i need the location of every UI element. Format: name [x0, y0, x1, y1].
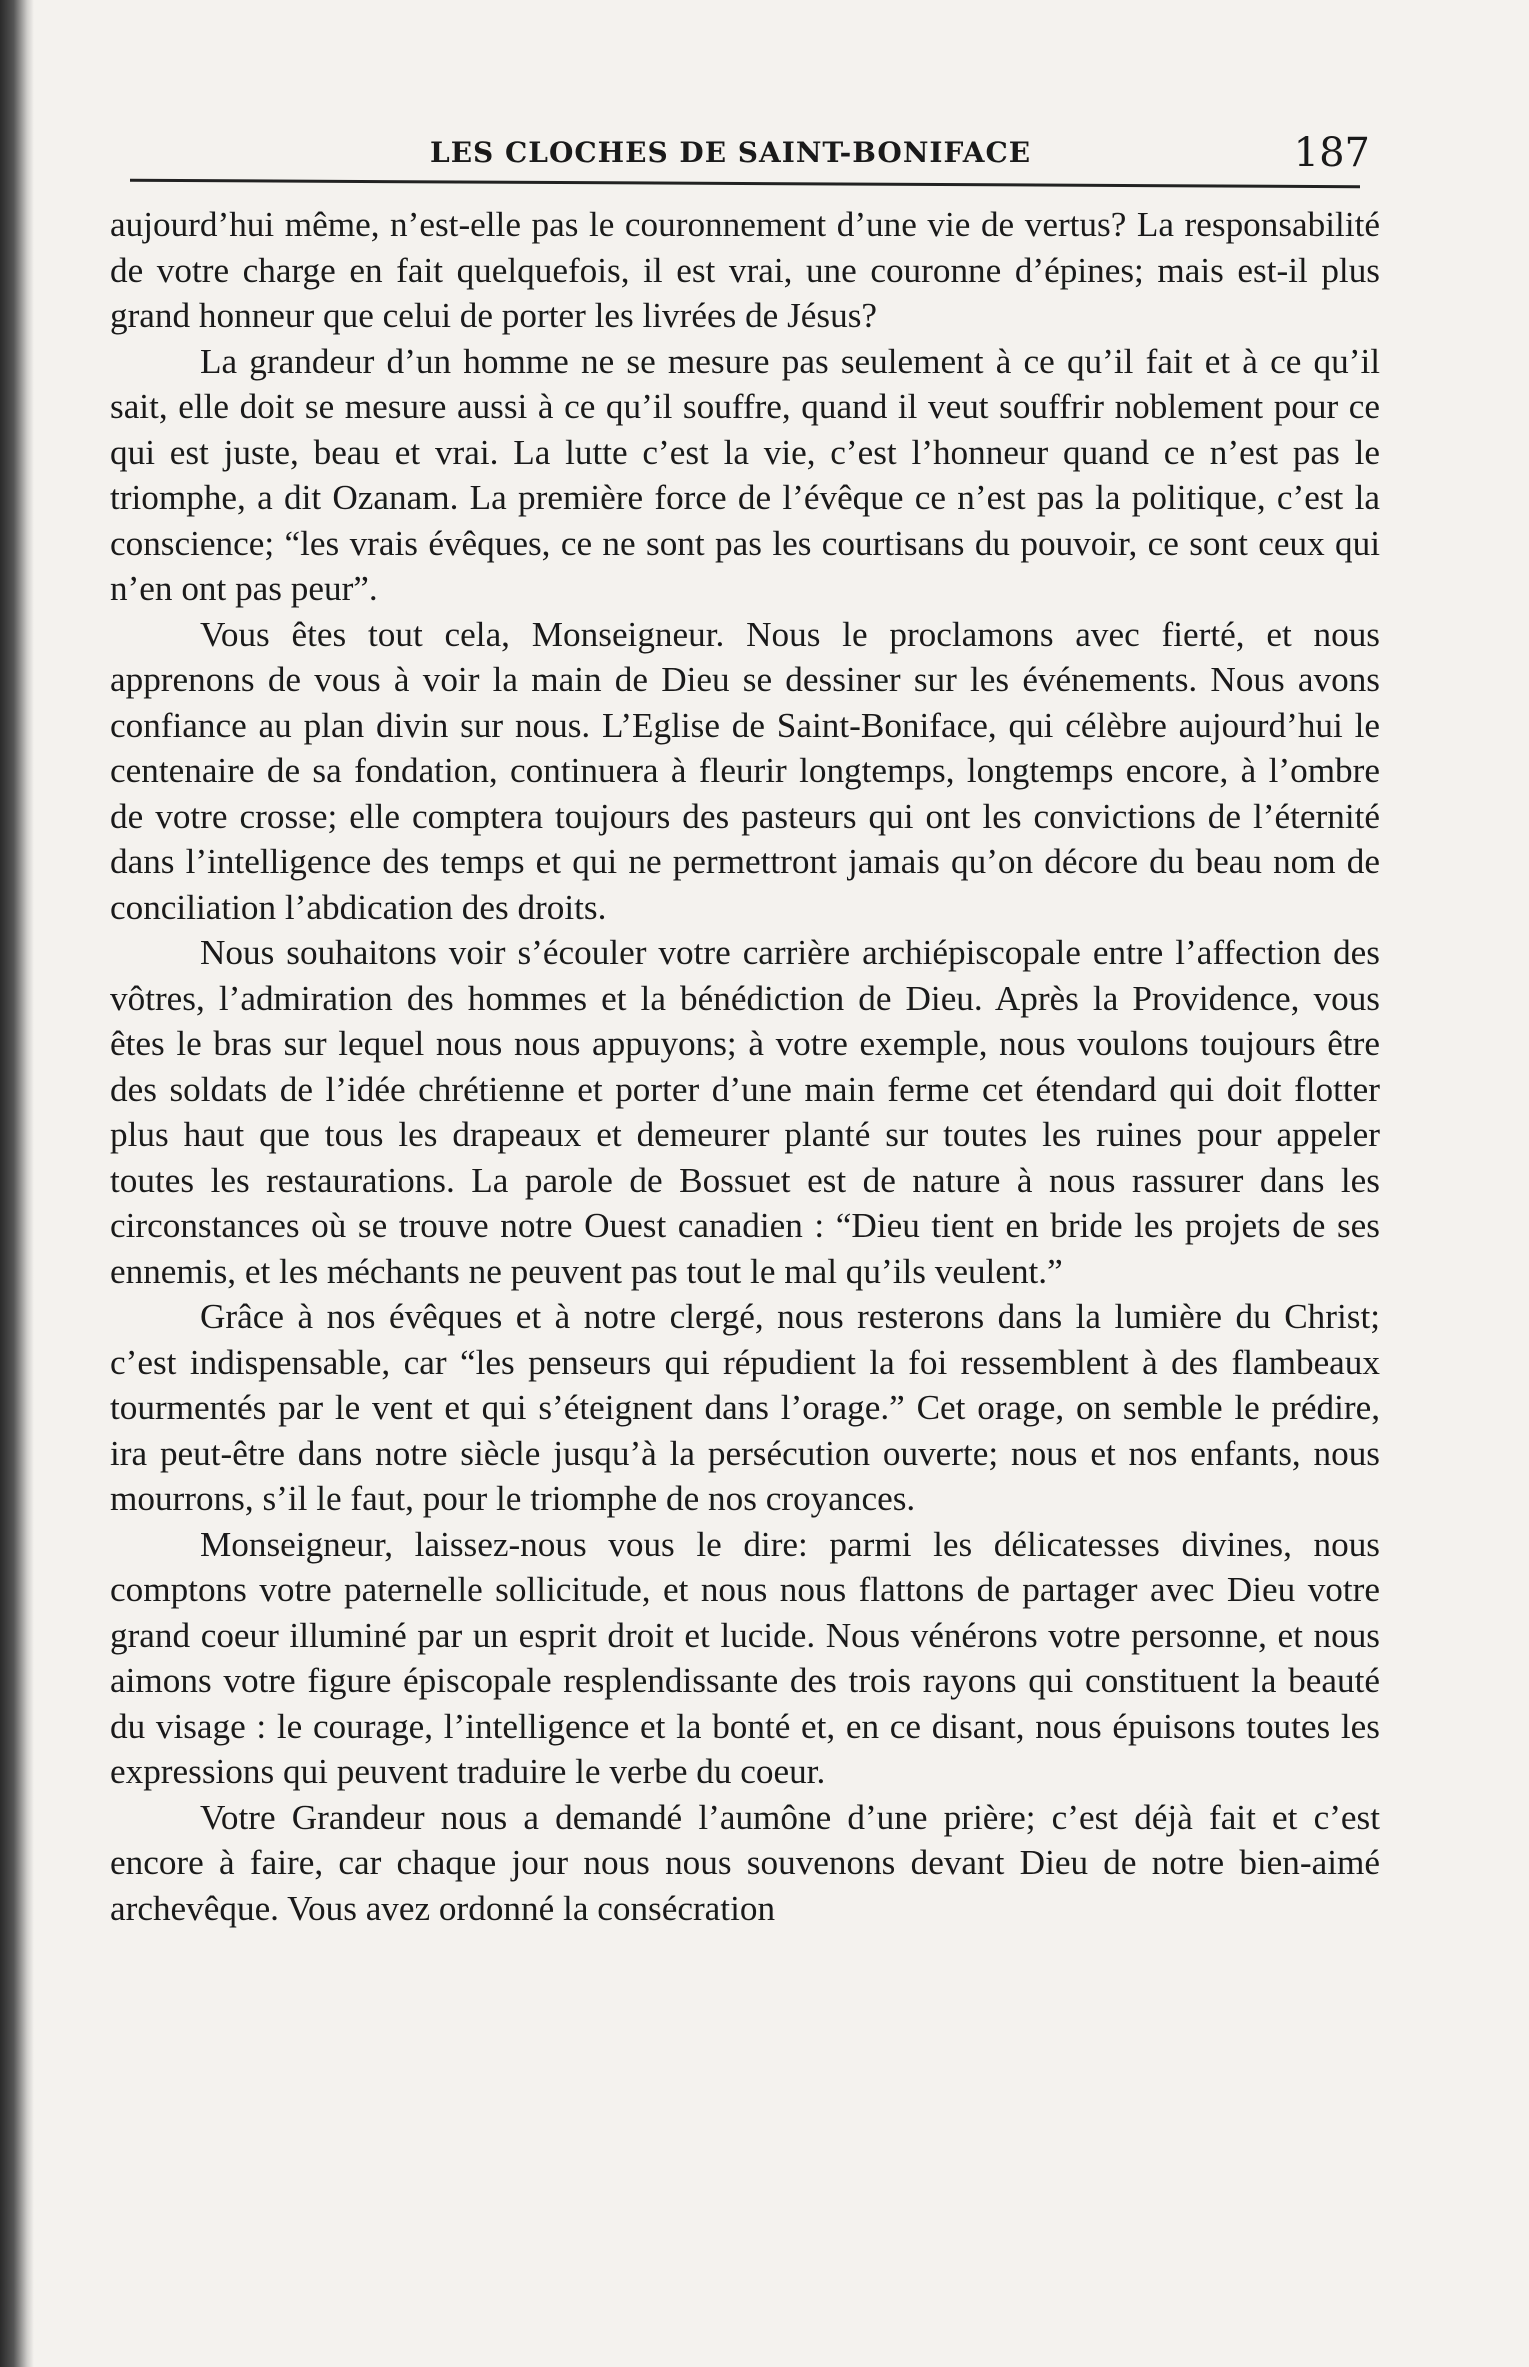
- paragraph: Vous êtes tout cela, Monseigneur. Nous le proclamons avec fierté, et nous apprenons de vous à voir la main de Dieu se dessiner sur les événements. Nous avons confiance au plan divin sur nous. L’Eglise de Saint-Boniface, qui célèbre aujourd’hui le centenaire de sa fondation, continuera à fleurir longtemps, longtemps encore, à l’ombre de votre crosse; elle comptera toujours des pasteurs qui ont les convictions de l’éternité dans l’intelligence des temps et qui ne permettront jamais qu’on décore du beau nom de conciliation l’abdication des droits.: [110, 614, 1380, 927]
- page-header: [110, 130, 1380, 192]
- running-title: LES CLOCHES DE SAINT-BONIFACE: [430, 136, 1032, 169]
- header-rule: [130, 179, 1360, 188]
- paragraph: La grandeur d’un homme ne se mesure pas seulement à ce qu’il fait et à ce qu’il sait, elle doit se mesure aussi à ce qu’il souffre, quand il veut souffrir noblement pour ce qui est juste, beau et vrai. La lutte c’est la vie, c’est l’honneur quand ce n’est pas le triomphe, a dit Ozanam. La première force de l’évêque ce n’est pas la politique, c’est la conscience; “les vrais évêques, ce ne sont pas les courtisans du pouvoir, ce sont ceux qui n’en ont pas peur”.: [110, 341, 1380, 608]
- page-number: 187: [1293, 130, 1370, 176]
- book-spine-shadow: [0, 0, 34, 2367]
- paragraph: Votre Grandeur nous a demandé l’aumône d’une prière; c’est déjà fait et c’est encore à faire, car chaque jour nous nous souvenons devant Dieu de notre bien-aimé archevêque. Vous avez ordonné la consécration: [110, 1797, 1380, 1928]
- body-text: [110, 202, 1380, 1931]
- book-page: [110, 130, 1380, 1931]
- paragraph: aujourd’hui même, n’est-elle pas le couronnement d’une vie de vertus? La responsabilité de votre charge en fait quelquefois, il est vrai, une couronne d’épines; mais est-il plus grand honneur que celui de porter les livrées de Jésus?: [110, 205, 1380, 335]
- paragraph: Monseigneur, laissez-nous vous le dire: parmi les délicatesses divines, nous comptons votre paternelle sollicitude, et nous nous flattons de partager avec Dieu votre grand coeur illuminé par un esprit droit et lucide. Nous vénérons votre personne, et nous aimons votre figure épiscopale resplendissante des trois rayons qui constituent la beauté du visage : le courage, l’intelligence et la bonté et, en ce disant, nous épuisons toutes les expressions qui peuvent traduire le verbe du coeur.: [110, 1524, 1380, 1791]
- paragraph: Grâce à nos évêques et à notre clergé, nous resterons dans la lumière du Christ; c’est indispensable, car “les penseurs qui répudient la foi ressemblent à des flambeaux tourmentés par le vent et qui s’éteignent dans l’orage.” Cet orage, on semble le prédire, ira peut-être dans notre siècle jusqu’à la persécution ouverte; nous et nos enfants, nous mourrons, s’il le faut, pour le triomphe de nos croyances.: [110, 1297, 1380, 1518]
- paragraph: Nous souhaitons voir s’écouler votre carrière archiépiscopale entre l’affection des vôtres, l’admiration des hommes et la bénédiction de Dieu. Après la Providence, vous êtes le bras sur lequel nous nous appuyons; à votre exemple, nous voulons toujours être des soldats de l’idée chrétienne et porter d’une main ferme cet étendard qui doit flotter plus haut que tous les drapeaux et demeurer planté sur toutes les ruines pour appeler toutes les restaurations. La parole de Bossuet est de nature à nous rassurer dans les circonstances où se trouve notre Ouest canadien : “Dieu tient en bride les projets de ses ennemis, et les méchants ne peuvent pas tout le mal qu’ils veulent.”: [110, 933, 1380, 1291]
